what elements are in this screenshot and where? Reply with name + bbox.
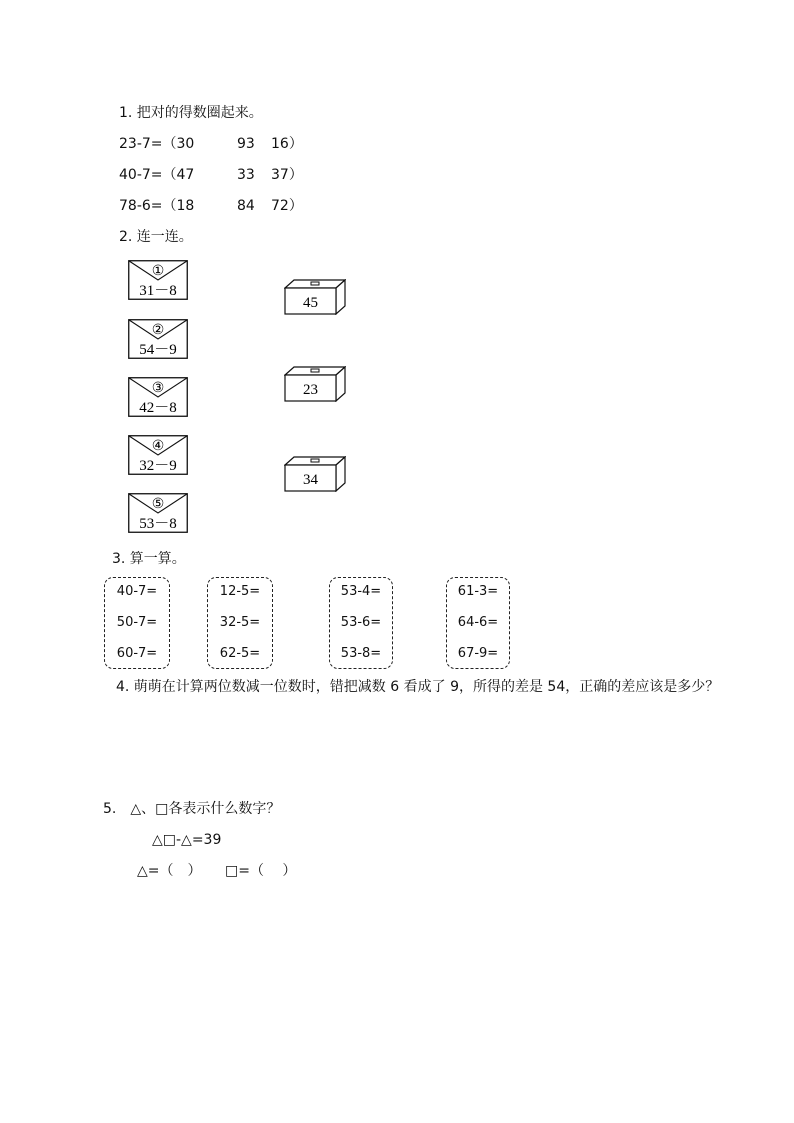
envelope-1-number: ① [151,264,165,279]
envelope-5-expr: 53－8 [139,516,177,532]
envelope-1-expr: 31－8 [139,283,177,299]
q1-row-1-opt3: 16） [271,136,303,152]
calc-item: 64-6= [457,615,499,630]
calc-item: 53-4= [340,584,382,599]
box-3[interactable] [284,456,346,492]
calc-group-3 [329,577,393,669]
calc-group-2 [207,577,273,669]
envelope-2[interactable] [128,319,188,359]
calc-item: 12-5= [219,584,261,599]
q4-text: 4. 萌萌在计算两位数减一位数时，错把减数 6 看成了 9，所得的差是 54，正确的差应该是多少？ [116,679,720,695]
q1-row-3-opt2: 84 [237,198,255,214]
envelope-3-number: ③ [151,381,165,396]
q1-row-2-opt3: 37） [271,167,303,183]
q3-title: 3. 算一算。 [112,551,186,567]
calc-item: 60-7= [116,646,158,661]
q1-row-3 [119,197,319,215]
calc-item: 40-7= [116,584,158,599]
envelope-4-number: ④ [151,439,165,454]
calc-group-4 [446,577,510,669]
q1-row-1 [119,135,319,153]
calc-item: 53-6= [340,615,382,630]
calc-item: 53-8= [340,646,382,661]
envelope-5[interactable] [128,493,188,533]
q1-row-2-expr: 40-7=（47 [119,167,195,183]
q5-title: 5. △、□各表示什么数字？ [103,801,281,817]
q1-row-3-expr: 78-6=（18 [119,198,195,214]
q5-answer-triangle[interactable]: △=（ ） [137,863,202,879]
q1-row-2 [119,166,319,184]
box-2-value: 23 [303,382,318,398]
box-1[interactable] [284,279,346,315]
calc-item: 32-5= [219,615,261,630]
q5-answer-square[interactable]: □=（ ） [225,863,297,879]
calc-item: 50-7= [116,615,158,630]
box-2[interactable] [284,366,346,402]
envelope-3[interactable] [128,377,188,417]
envelope-4-expr: 32－9 [139,458,177,474]
envelope-2-expr: 54－9 [139,342,177,358]
envelope-3-expr: 42－8 [139,400,177,416]
q1-row-2-opt2: 33 [237,167,255,183]
calc-item: 62-5= [219,646,261,661]
q1-title: 1. 把对的得数圈起来。 [119,105,263,121]
q5-equation: △□-△=39 [152,832,222,848]
calc-group-1 [104,577,170,669]
calc-item: 61-3= [457,584,499,599]
box-3-value: 34 [303,472,318,488]
envelope-2-number: ② [151,323,165,338]
q1-row-1-expr: 23-7=（30 [119,136,195,152]
q1-row-1-opt2: 93 [237,136,255,152]
calc-item: 67-9= [457,646,499,661]
box-1-value: 45 [303,295,318,311]
envelope-4[interactable] [128,435,188,475]
q2-title: 2. 连一连。 [119,229,193,245]
envelope-5-number: ⑤ [151,497,165,512]
envelope-1[interactable] [128,260,188,300]
q1-row-3-opt3: 72） [271,198,303,214]
